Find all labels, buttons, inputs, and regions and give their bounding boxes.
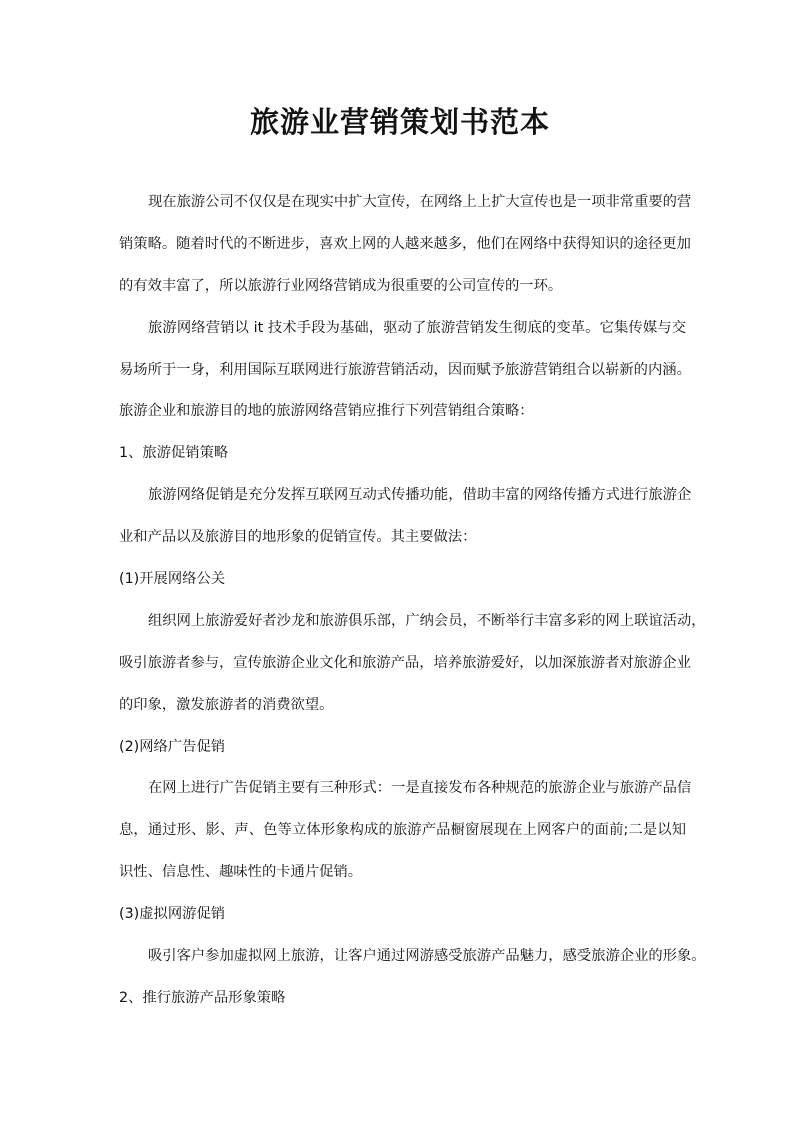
text-line: 旅游网络促销是充分发挥互联网互动式传播功能，借助丰富的网络传播方式进行旅游企	[148, 487, 692, 504]
document-title: 旅游业营销策划书范本	[249, 105, 550, 139]
text-line: 的印象，激发旅游者的消费欲望。	[119, 696, 334, 713]
text-line: 吸引客户参加虚拟网上旅游，让客户通过网游感受旅游产品魅力，感受旅游企业的形象。	[148, 948, 706, 965]
text-line: 易场所于一身，利用国际互联网进行旅游营销活动，因而赋予旅游营销组合以崭新的内涵。	[119, 361, 691, 378]
text-line: 的有效丰富了，所以旅游行业网络营销成为很重要的公司宣传的一环。	[119, 277, 563, 294]
text-line: 组织网上旅游爱好者沙龙和旅游俱乐部，广纳会员，不断举行丰富多彩的网上联谊活动，	[148, 612, 706, 629]
text-line: 1、旅游促销策略	[119, 445, 229, 462]
document-body	[119, 181, 706, 1019]
text-line: (2)网络广告促销	[119, 738, 226, 755]
text-line: 息，通过形、影、声、色等立体形象构成的旅游产品橱窗展现在上网客户的面前;二是以知	[119, 822, 686, 839]
text-line: 销策略。随着时代的不断进步，喜欢上网的人越来越多，他们在网络中获得知识的途径更加	[119, 235, 691, 252]
text-line: 识性、信息性、趣味性的卡通片促销。	[119, 864, 363, 881]
text-line: 在网上进行广告促销主要有三种形式：一是直接发布各种规范的旅游企业与旅游产品信	[148, 780, 692, 797]
text-line: 2、推行旅游产品形象策略	[119, 989, 286, 1006]
text-line: 旅游网络营销以 it 技术手段为基础，驱动了旅游营销发生彻底的变革。它集传媒与交	[148, 319, 686, 336]
text-line: (3)虚拟网游促销	[119, 906, 226, 923]
text-line: 业和产品以及旅游目的地形象的促销宣传。其主要做法：	[119, 529, 477, 546]
text-line: 吸引旅游者参与，宣传旅游企业文化和旅游产品，培养旅游爱好，以加深旅游者对旅游企业	[119, 654, 691, 671]
text-line: (1)开展网络公关	[119, 571, 226, 588]
text-line: 现在旅游公司不仅仅是在现实中扩大宣传，在网络上上扩大宣传也是一项非常重要的营	[148, 194, 692, 210]
text-line: 旅游企业和旅游目的地的旅游网络营销应推行下列营销组合策略：	[119, 403, 534, 420]
